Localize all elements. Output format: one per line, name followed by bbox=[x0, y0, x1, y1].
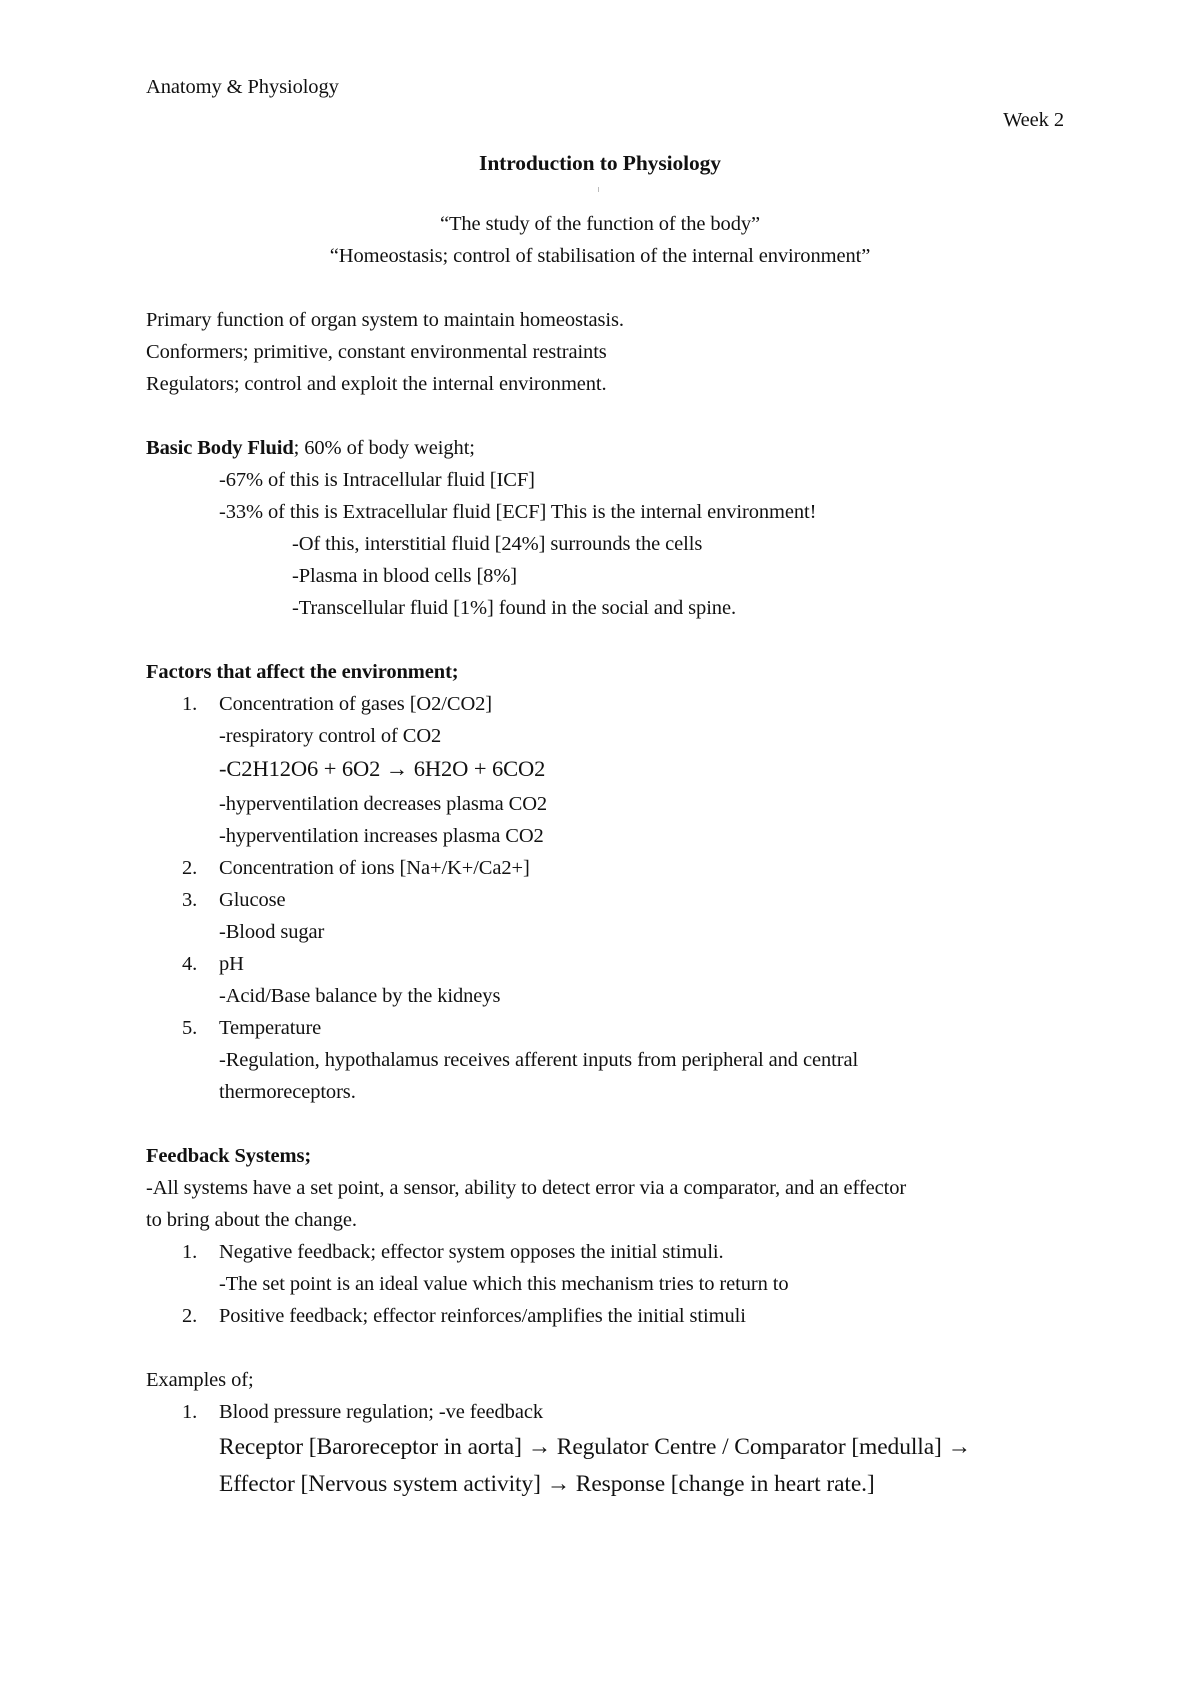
list-number: 4. bbox=[182, 953, 198, 975]
list-number: 2. bbox=[182, 1305, 198, 1327]
factor-note: -Regulation, hypothalamus receives afferent inputs from peripheral and central bbox=[219, 1049, 859, 1071]
body-fluid-subitem: -Of this, interstitial fluid [24%] surrounds the cells bbox=[292, 533, 703, 555]
factor-item: pH bbox=[219, 953, 244, 975]
feedback-item: Positive feedback; effector reinforces/amplifies the initial stimuli bbox=[219, 1305, 746, 1327]
factor-note: -respiratory control of CO2 bbox=[219, 725, 442, 747]
factor-item: Concentration of ions [Na+/K+/Ca2+] bbox=[219, 857, 530, 879]
list-number: 5. bbox=[182, 1017, 198, 1039]
feedback-chain: Effector [Nervous system activity] → Response [change in heart rate.] bbox=[219, 1471, 875, 1497]
examples-heading: Examples of; bbox=[146, 1369, 254, 1391]
factor-item: Glucose bbox=[219, 889, 286, 911]
factor-item: Temperature bbox=[219, 1017, 322, 1039]
factor-note: thermoreceptors. bbox=[219, 1081, 356, 1103]
feedback-item: Negative feedback; effector system opposes the initial stimuli. bbox=[219, 1241, 724, 1263]
week-label: Week 2 bbox=[1003, 109, 1064, 131]
factors-heading: Factors that affect the environment; bbox=[146, 661, 459, 683]
body-fluid-subitem: -Transcellular fluid [1%] found in the social and spine. bbox=[292, 597, 736, 619]
body-fluid-heading-line bbox=[146, 435, 475, 461]
stray-mark bbox=[598, 187, 599, 192]
intro-line: Conformers; primitive, constant environmental restraints bbox=[146, 341, 607, 363]
body-fluid-heading: Basic Body Fluid bbox=[146, 437, 294, 459]
body-fluid-item: -67% of this is Intracellular fluid [ICF] bbox=[219, 469, 535, 491]
respiration-equation: -C2H12O6 + 6O2 → 6H2O + 6CO2 bbox=[219, 756, 546, 781]
body-fluid-heading-rest: ; 60% of body weight; bbox=[293, 437, 475, 459]
list-number: 1. bbox=[182, 1401, 198, 1423]
list-number: 2. bbox=[182, 857, 198, 879]
example-item: Blood pressure regulation; -ve feedback bbox=[219, 1401, 543, 1423]
factor-note: -Blood sugar bbox=[219, 921, 325, 943]
definition-homeostasis: “Homeostasis; control of stabilisation of the internal environment” bbox=[329, 245, 871, 267]
factor-note: -hyperventilation increases plasma CO2 bbox=[219, 825, 544, 847]
factor-note: -Acid/Base balance by the kidneys bbox=[219, 985, 501, 1007]
page-title: Introduction to Physiology bbox=[479, 151, 721, 175]
definition-physiology: “The study of the function of the body” bbox=[439, 213, 761, 235]
factor-note: -hyperventilation decreases plasma CO2 bbox=[219, 793, 548, 815]
list-number: 3. bbox=[182, 889, 198, 911]
course-header: Anatomy & Physiology bbox=[146, 76, 339, 98]
body-fluid-item: -33% of this is Extracellular fluid [ECF] This is the internal environment! bbox=[219, 501, 817, 523]
factor-item: Concentration of gases [O2/CO2] bbox=[219, 693, 493, 715]
feedback-note: -The set point is an ideal value which this mechanism tries to return to bbox=[219, 1273, 789, 1295]
list-number: 1. bbox=[182, 693, 198, 715]
feedback-intro: to bring about the change. bbox=[146, 1209, 357, 1231]
feedback-chain: Receptor [Baroreceptor in aorta] → Regulator Centre / Comparator [medulla] → bbox=[219, 1434, 971, 1460]
feedback-intro: -All systems have a set point, a sensor, ability to detect error via a comparator, and an effector bbox=[146, 1177, 907, 1199]
intro-line: Primary function of organ system to maintain homeostasis. bbox=[146, 309, 624, 331]
body-fluid-subitem: -Plasma in blood cells [8%] bbox=[292, 565, 518, 587]
intro-line: Regulators; control and exploit the internal environment. bbox=[146, 373, 607, 395]
feedback-heading: Feedback Systems; bbox=[146, 1145, 312, 1167]
list-number: 1. bbox=[182, 1241, 198, 1263]
